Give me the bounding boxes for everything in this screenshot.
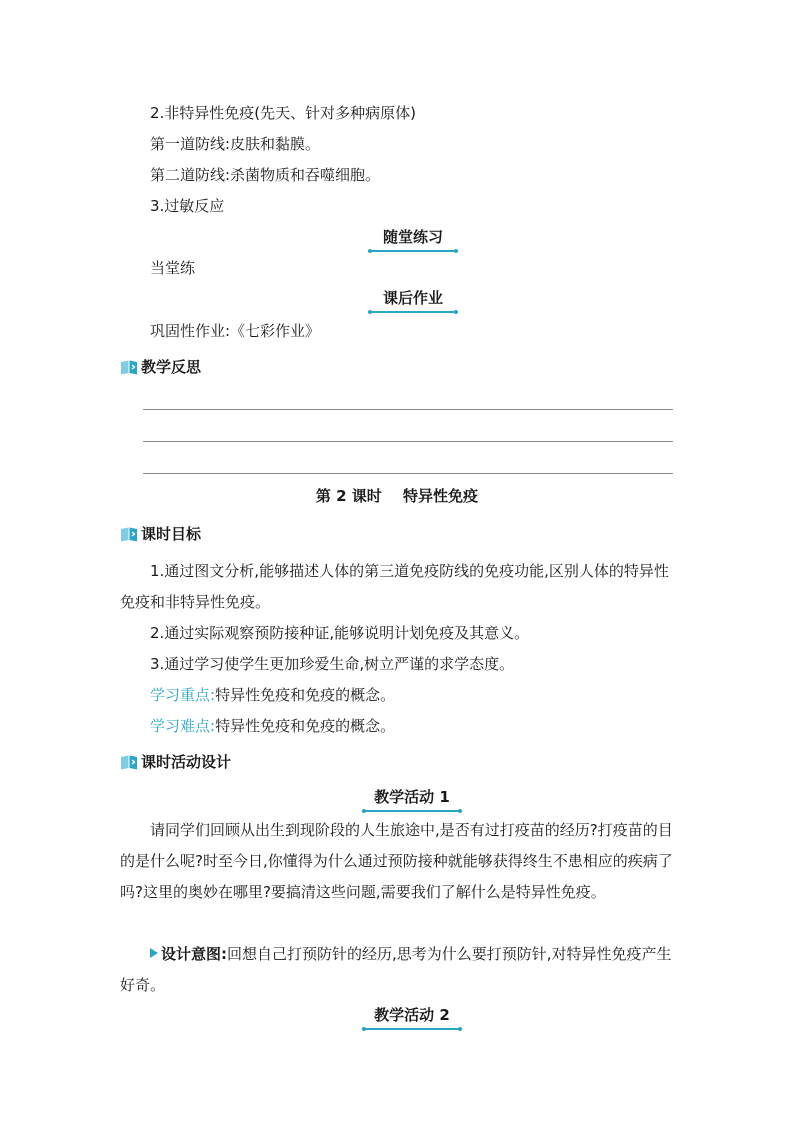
design-intent-label: 设计意图: xyxy=(161,945,227,963)
goal-2: 2.通过实际观察预防接种证,能够说明计划免疫及其意义。 xyxy=(150,624,530,642)
activity-1-tag-label: 教学活动 1 xyxy=(374,788,450,806)
practice-tag xyxy=(368,227,458,250)
difficult-point xyxy=(150,711,395,741)
goal-1: 1.通过图文分析,能够描述人体的第三道免疫防线的免疫功能,区别人体的特异性免疫和非特异性免疫。 xyxy=(120,562,669,611)
triangle-icon xyxy=(150,948,158,958)
key-point-label: 学习重点: xyxy=(150,686,216,704)
homework-tag-label: 课后作业 xyxy=(382,289,443,307)
practice-tag-label: 随堂练习 xyxy=(382,228,443,246)
reflection-line-1 xyxy=(143,409,673,410)
first-defense-line: 第一道防线:皮肤和黏膜。 xyxy=(150,135,321,153)
item-allergy: 3.过敏反应 xyxy=(150,197,225,215)
book-icon xyxy=(120,359,138,375)
book-icon xyxy=(120,526,138,542)
activity-design-heading-text: 课时活动设计 xyxy=(141,753,232,771)
reflection-heading xyxy=(120,357,201,377)
homework-tag-underline xyxy=(368,310,458,313)
homework-text: 巩固性作业:《七彩作业》 xyxy=(150,322,321,340)
book-icon xyxy=(120,754,138,770)
activity-1-tag xyxy=(362,787,462,810)
design-intent-text: 回想自己打预防针的经历,思考为什么要打预防针,对特异性免疫产生好奇。 xyxy=(120,945,672,994)
difficult-point-label: 学习难点: xyxy=(150,717,216,735)
key-point xyxy=(150,680,395,710)
reflection-heading-text: 教学反思 xyxy=(141,358,202,376)
activity-1-paragraph: 请同学们回顾从出生到现阶段的人生旅途中,是否有过打疫苗的经历?打疫苗的目的是什么呢?时至今日,你懂得为什么通过预防接种就能够获得终生不患相应的疾病了吗?这里的奥妙在哪里?要搞清这些问题,需要我们了解什么是特异性免疫。 xyxy=(120,821,673,901)
activity-2-tag-underline xyxy=(362,1027,462,1030)
goals-heading xyxy=(120,524,201,544)
lesson-number: 第 2 课时 xyxy=(315,487,382,505)
item-nonspecific-immunity: 2.非特异性免疫(先天、针对多种病原体) xyxy=(150,104,417,122)
goals-heading-text: 课时目标 xyxy=(141,525,202,543)
key-point-text: 特异性免疫和免疫的概念。 xyxy=(215,686,396,704)
activity-2-tag xyxy=(362,1005,462,1028)
goal-3: 3.通过学习使学生更加珍爱生命,树立严谨的求学态度。 xyxy=(150,655,515,673)
design-intent xyxy=(120,939,678,1001)
activity-design-heading xyxy=(120,752,231,772)
homework-tag xyxy=(368,288,458,311)
activity-1-tag-underline xyxy=(362,809,462,812)
difficult-point-text: 特异性免疫和免疫的概念。 xyxy=(215,717,396,735)
reflection-line-2 xyxy=(143,441,673,442)
practice-tag-underline xyxy=(368,249,458,252)
activity-2-tag-label: 教学活动 2 xyxy=(374,1006,450,1024)
reflection-line-3 xyxy=(143,473,673,474)
practice-text: 当堂练 xyxy=(150,259,196,277)
second-defense-line: 第二道防线:杀菌物质和吞噬细胞。 xyxy=(150,166,381,184)
lesson-title xyxy=(0,484,794,508)
lesson-name: 特异性免疫 xyxy=(403,487,479,505)
